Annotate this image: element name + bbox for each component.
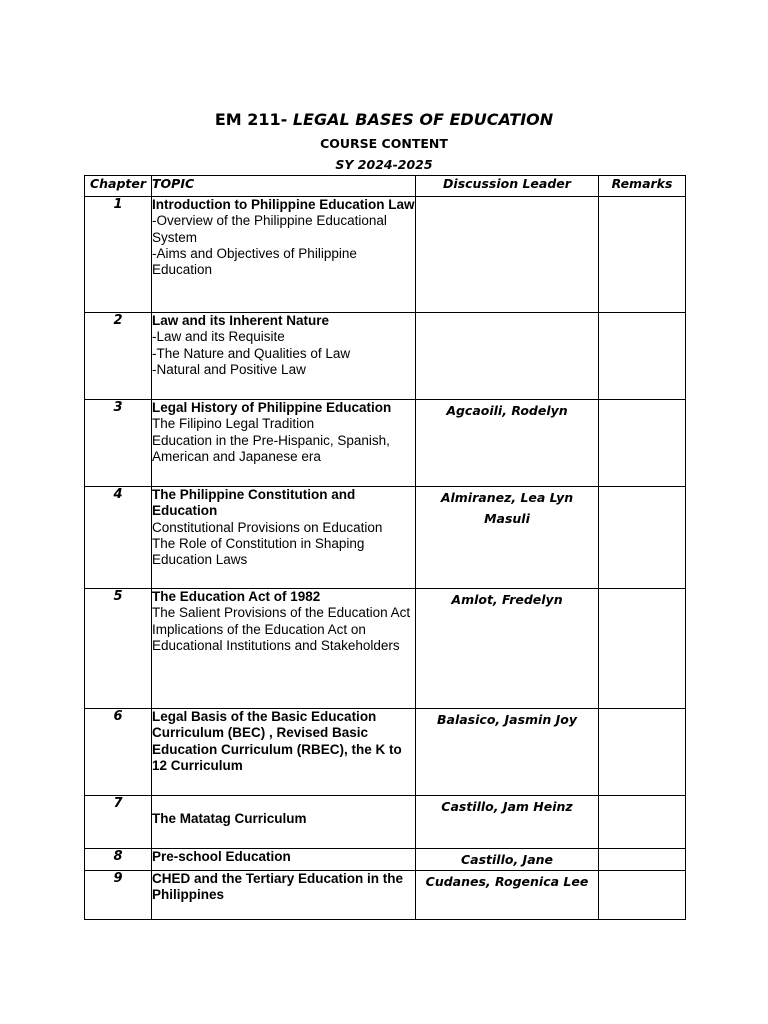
remarks-cell xyxy=(599,197,686,313)
column-header-chapter: Chapter xyxy=(85,176,152,197)
chapter-number: 8 xyxy=(85,849,152,871)
topic-cell xyxy=(152,400,416,487)
table-row xyxy=(85,197,686,313)
chapter-number: 2 xyxy=(85,313,152,400)
topic-detail: -Aims and Objectives of Philippine Education xyxy=(152,245,357,278)
course-content-table xyxy=(84,175,686,920)
topic-title: Pre-school Education xyxy=(152,849,291,864)
topic-cell xyxy=(152,871,416,920)
discussion-leader: Cudanes, Rogenica Lee xyxy=(416,871,599,920)
remarks-cell xyxy=(599,709,686,796)
table-row xyxy=(85,709,686,796)
topic-detail: -The Nature and Qualities of Law xyxy=(152,345,351,361)
topic-title: CHED and the Tertiary Education in the Philippines xyxy=(152,871,404,903)
topic-title: Legal History of Philippine Education xyxy=(152,400,392,415)
chapter-number: 7 xyxy=(85,796,152,849)
remarks-cell xyxy=(599,871,686,920)
table-row xyxy=(85,313,686,400)
discussion-leader: Amlot, Fredelyn xyxy=(416,589,599,709)
topic-title: The Philippine Constitution and Education xyxy=(152,487,356,519)
course-title xyxy=(0,110,768,129)
topic-detail: The Role of Constitution in Shaping Education Laws xyxy=(152,535,365,568)
topic-title: The Matatag Curriculum xyxy=(152,811,307,826)
table-header-row xyxy=(85,176,686,197)
remarks-cell xyxy=(599,487,686,589)
topic-cell xyxy=(152,589,416,709)
topic-detail: The Filipino Legal Tradition xyxy=(152,416,315,432)
course-code: EM 211- xyxy=(214,110,293,129)
topic-detail: -Overview of the Philippine Educational System xyxy=(152,213,387,245)
topic-detail: -Law and its Requisite xyxy=(152,329,285,345)
table-body xyxy=(85,197,686,920)
remarks-cell xyxy=(599,796,686,849)
chapter-number: 5 xyxy=(85,589,152,709)
table-row xyxy=(85,871,686,920)
column-header-remarks: Remarks xyxy=(599,176,686,197)
discussion-leader xyxy=(416,313,599,400)
topic-detail: Implications of the Education Act on Educational Institutions and Stakeholders xyxy=(152,621,400,653)
table-row xyxy=(85,796,686,849)
topic-cell xyxy=(152,849,416,871)
topic-cell xyxy=(152,197,416,313)
table-row xyxy=(85,849,686,871)
topic-title: Law and its Inherent Nature xyxy=(152,313,330,328)
topic-detail: Education in the Pre-Hispanic, Spanish, American and Japanese era xyxy=(152,432,390,464)
chapter-number: 1 xyxy=(85,197,152,313)
topic-title: Legal Basis of the Basic Education Curriculum (BEC) , Revised Basic Education Curriculum (RBEC), the K to 12 Curriculum xyxy=(152,709,402,773)
discussion-leader xyxy=(416,197,599,313)
column-header-topic: TOPIC xyxy=(152,176,416,197)
topic-title: Introduction to Philippine Education Law xyxy=(152,197,415,212)
topic-detail: The Salient Provisions of the Education Act xyxy=(152,605,411,621)
table-row xyxy=(85,589,686,709)
topic-detail: -Natural and Positive Law xyxy=(152,361,306,377)
discussion-leader: Castillo, Jane xyxy=(416,849,599,871)
table-row xyxy=(85,487,686,589)
remarks-cell xyxy=(599,313,686,400)
discussion-leader: Castillo, Jam Heinz xyxy=(416,796,599,849)
chapter-number: 9 xyxy=(85,871,152,920)
topic-detail: Constitutional Provisions on Education xyxy=(152,519,383,535)
topic-cell xyxy=(152,487,416,589)
table-row xyxy=(85,400,686,487)
school-year: SY 2024-2025 xyxy=(335,157,433,172)
topic-cell xyxy=(152,796,416,849)
discussion-leader: Agcaoili, Rodelyn xyxy=(416,400,599,487)
discussion-leader: Almiranez, Lea Lyn Masuli xyxy=(416,487,599,589)
course-content-heading: COURSE CONTENT xyxy=(320,136,448,151)
remarks-cell xyxy=(599,400,686,487)
remarks-cell xyxy=(599,849,686,871)
chapter-number: 6 xyxy=(85,709,152,796)
remarks-cell xyxy=(599,589,686,709)
topic-cell xyxy=(152,709,416,796)
discussion-leader: Balasico, Jasmin Joy xyxy=(416,709,599,796)
column-header-discussion-leader: Discussion Leader xyxy=(416,176,599,197)
course-name: LEGAL BASES OF EDUCATION xyxy=(292,110,554,129)
topic-title: The Education Act of 1982 xyxy=(152,589,321,604)
chapter-number: 3 xyxy=(85,400,152,487)
topic-cell xyxy=(152,313,416,400)
chapter-number: 4 xyxy=(85,487,152,589)
